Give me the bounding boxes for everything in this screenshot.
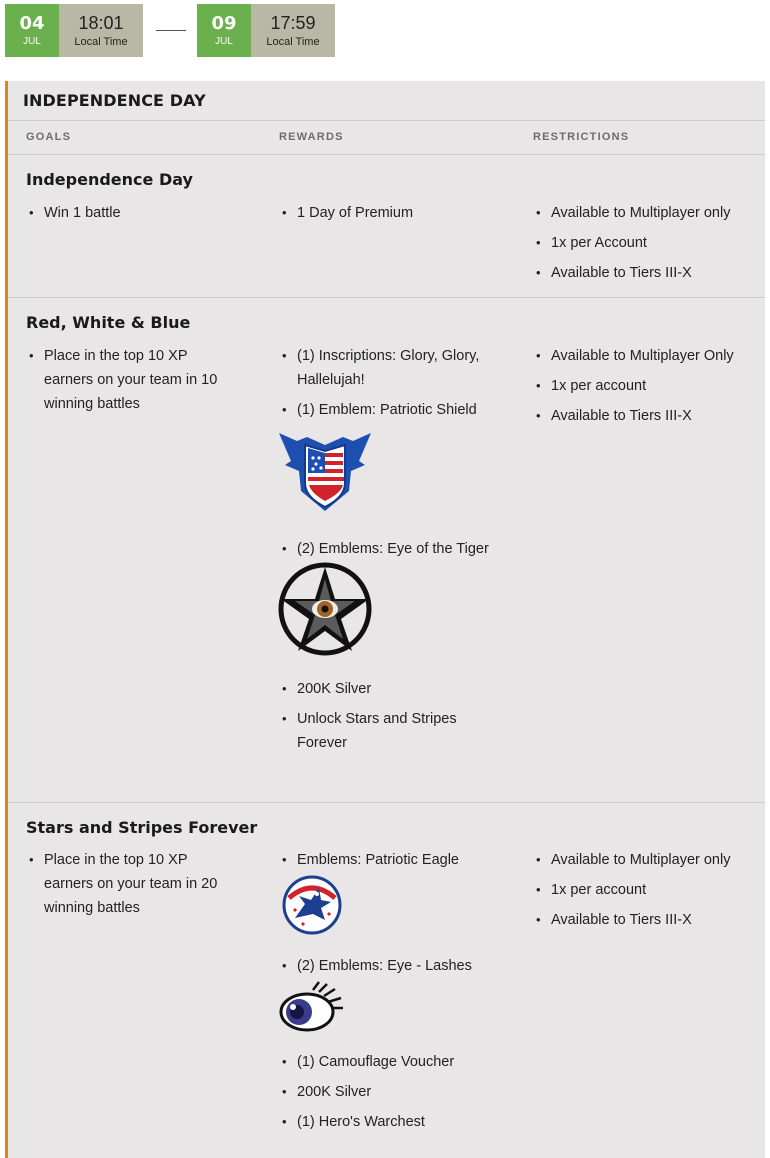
- start-time-box: [59, 4, 143, 57]
- end-date: [197, 4, 335, 57]
- restriction-item: • 1x per Account: [533, 231, 763, 255]
- divider: [8, 154, 765, 155]
- date-range-separator: [156, 30, 186, 31]
- mission-goals: [26, 344, 231, 416]
- reward-item-label: (2) Emblems: Eye - Lashes: [297, 958, 472, 974]
- mission-rewards: [279, 201, 499, 225]
- start-date: [5, 4, 143, 57]
- restriction-item: • Available to Tiers III-X: [533, 404, 763, 428]
- reward-item: • 200K Silver: [279, 677, 499, 701]
- start-day: 04: [19, 13, 45, 34]
- reward-item: • (1) Hero's Warchest: [279, 1110, 499, 1134]
- reward-item: [279, 954, 499, 1034]
- start-day-box: [5, 4, 59, 57]
- start-month: JUL: [23, 36, 41, 47]
- eye-of-the-tiger-emblem-icon: [277, 561, 373, 657]
- restriction-item: • Available to Multiplayer Only: [533, 344, 763, 368]
- end-time-box: [251, 4, 335, 57]
- reward-item: • (1) Inscriptions: Glory, Glory, Hallelujah!: [279, 344, 499, 392]
- reward-item: • Unlock Stars and Stripes Forever: [279, 707, 499, 755]
- mission-restrictions: [533, 848, 763, 932]
- end-time: 17:59: [270, 13, 316, 33]
- reward-item-label: (2) Emblems: Eye of the Tiger: [297, 541, 489, 557]
- divider: [8, 297, 765, 298]
- event-title: INDEPENDENCE DAY: [23, 91, 206, 110]
- column-header-goals: GOALS: [26, 131, 72, 143]
- eye-lashes-emblem-icon: [279, 980, 345, 1034]
- end-month: JUL: [215, 36, 233, 47]
- mission-rewards: [279, 848, 499, 1134]
- restriction-item: • Available to Tiers III-X: [533, 261, 763, 285]
- mission-title: Red, White & Blue: [26, 313, 191, 332]
- patriotic-eagle-emblem-icon: [281, 874, 343, 936]
- mission-title: Independence Day: [26, 170, 193, 189]
- goal-item: • Place in the top 10 XP earners on your team in 20 winning battles: [26, 848, 231, 920]
- reward-item-label: Emblems: Patriotic Eagle: [297, 852, 459, 868]
- start-time-label: Local Time: [74, 36, 128, 48]
- restriction-item: • Available to Multiplayer only: [533, 848, 763, 872]
- event-schedule: [5, 4, 345, 57]
- end-time-label: Local Time: [266, 36, 320, 48]
- goal-item: • Win 1 battle: [26, 201, 246, 225]
- patriotic-shield-emblem-icon: [277, 431, 373, 515]
- mission-rewards: [279, 344, 499, 755]
- end-day: 09: [211, 13, 237, 34]
- column-header-restrictions: RESTRICTIONS: [533, 131, 630, 143]
- reward-item: • 200K Silver: [279, 1080, 499, 1104]
- divider: [8, 120, 765, 121]
- restriction-item: • 1x per account: [533, 374, 763, 398]
- reward-item: • (1) Camouflage Voucher: [279, 1050, 499, 1074]
- mission-restrictions: [533, 344, 763, 428]
- mission-restrictions: [533, 201, 763, 285]
- end-day-box: [197, 4, 251, 57]
- reward-item: [279, 537, 499, 657]
- reward-item-label: (1) Emblem: Patriotic Shield: [297, 402, 477, 418]
- mission-title: Stars and Stripes Forever: [26, 818, 258, 837]
- restriction-item: • 1x per account: [533, 878, 763, 902]
- divider: [8, 802, 765, 803]
- restriction-item: • Available to Tiers III-X: [533, 908, 763, 932]
- reward-item: [279, 398, 499, 515]
- reward-item: [279, 848, 499, 936]
- start-time: 18:01: [78, 13, 124, 33]
- column-header-rewards: REWARDS: [279, 131, 344, 143]
- restriction-item: • Available to Multiplayer only: [533, 201, 763, 225]
- mission-goals: [26, 201, 246, 225]
- reward-item: • 1 Day of Premium: [279, 201, 499, 225]
- goal-item: • Place in the top 10 XP earners on your team in 10 winning battles: [26, 344, 231, 416]
- mission-goals: [26, 848, 231, 920]
- event-panel: [5, 81, 765, 1158]
